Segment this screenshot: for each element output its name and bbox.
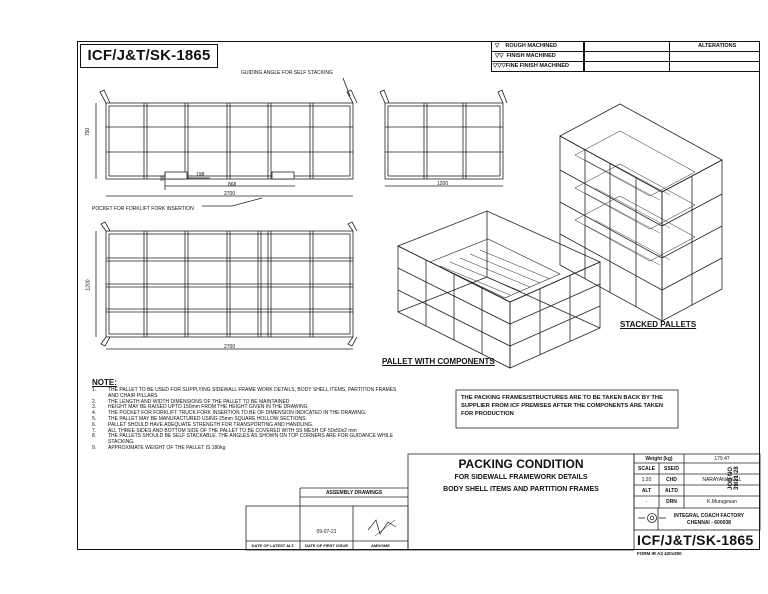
guiding-angle-callout: GUIDING ANGLE FOR SELF STACKING (241, 70, 333, 76)
note-number: 1. (92, 387, 97, 393)
subtitle-2: BODY SHELL ITEMS AND PARTITION FRAMES (443, 486, 599, 493)
dim-868: 868 (228, 182, 237, 188)
note-text: THE LENGTH AND WIDTH DIMENSIONS OF THE PALLET TO BE MAINTAINED (108, 398, 290, 405)
finish-row-rough: ▽ ROUGH MACHINED (495, 43, 557, 49)
notes-list (92, 388, 397, 452)
note-number: 5. (92, 415, 97, 422)
note-text: APPROXIMATE WEIGHT OF THE PALLET IS 180kg (108, 444, 226, 451)
note-text: THE PALLETS SHOULD BE SELF STACKABLE. THE ANGLES AS SHOWN ON TOP CORNERS ARE FOR GUIDANCE WHILE STACKING. (108, 433, 394, 446)
front-view-frame (106, 103, 353, 179)
note-text: THE PALLET MAY BE MANUFACTURED USING 25mm SQUARE HOLLOW SECTIONS. (108, 415, 307, 422)
note-item (92, 446, 397, 452)
scale-value: 1:20 (641, 477, 652, 483)
job-number: JOB NO 39/21-28 (728, 466, 740, 490)
note-number: 9. (92, 444, 97, 451)
iso-stacked-pallets (560, 104, 722, 321)
alterations-label: ALTERATIONS (698, 43, 737, 49)
pocket-callout: POCKET FOR FORKLIFT FORK INSERTION (92, 206, 194, 212)
note-text: THE PALLET TO BE USED FOR SUPPLYING SIDEWALL FRAME WORK DETAILS, BODY SHELL ITEMS, PARTITION FRAMES AND CHAIR PILLARS (108, 387, 397, 399)
drn-name: K.Murugesan (707, 499, 737, 505)
factory-line-2: CHENNAI - 600038 (687, 520, 731, 526)
note-text: ALL THREE SIDES AND BOTTOM SIDE OF THE PALLET TO BE COVERED WITH SS MESH OF 50x50x2 mm (108, 427, 357, 434)
note-number: 7. (92, 427, 97, 434)
form-number: FORM IR A3 420x300 (637, 551, 682, 556)
notes-block (92, 378, 397, 452)
dim-1200-side: 1200 (437, 181, 449, 187)
note-number: 2. (92, 398, 97, 405)
dim-height-750: 750 (85, 127, 92, 137)
note-number: 4. (92, 410, 97, 417)
alt-value: - (645, 499, 648, 505)
dim-86: 86 (159, 175, 166, 181)
assembly-drawings-label: ASSEMBLY DRAWINGS (325, 490, 383, 496)
scale-label: SCALE (638, 466, 655, 472)
chd-label: CHD (666, 477, 677, 483)
finish-row-fine: ▽▽▽FINE FINISH MACHINED (493, 63, 569, 69)
note-item (92, 388, 397, 400)
note-number: 3. (92, 404, 97, 411)
note-number: 6. (92, 421, 97, 428)
note-text: THE POCKET FOR FORKLIFT TRUCK FORK INSERTION TO BE OF DIMENSION INDICATED IN THE DRAWING. (108, 410, 367, 417)
note-text: PALLET SHOULD HAVE ADEQUATE STRENGTH FOR TRANSPORTING AND HANDLING. (108, 421, 314, 428)
altd-label: ALTD (665, 488, 678, 494)
col-date-first: DATE OF FIRST ISSUE (304, 543, 349, 548)
weight-value: 179.47 (714, 456, 730, 462)
stacked-pallets-label: STACKED PALLETS (620, 320, 697, 329)
alt-label: ALT (641, 488, 652, 494)
col-date-latest: DATE OF LATEST ALT. (251, 543, 295, 548)
ssed-label: SSE/D (663, 466, 679, 472)
side-view-frame (385, 103, 503, 179)
drn-label: DRN (666, 499, 677, 505)
drawing-number-top: ICF/J&T/SK-1865 (80, 44, 218, 68)
weight-label: Weight (kg) (645, 456, 673, 462)
dim-198: 198 (196, 172, 205, 178)
dim-2700-plan: 2700 (224, 344, 236, 350)
pallet-with-components-label: PALLET WITH COMPONENTS (382, 357, 495, 366)
finish-row-finish: ▽▽ FINISH MACHINED (495, 53, 556, 59)
subtitle-1: FOR SIDEWALL FRAMEWORK DETAILS (454, 474, 588, 481)
dim-2700-front: 2700 (224, 191, 236, 197)
dim-1200-plan: 1200 (85, 279, 92, 291)
main-title: PACKING CONDITION (458, 457, 584, 471)
note-number: 8. (92, 433, 97, 440)
iso-pallet-with-components (398, 211, 600, 368)
packing-note: THE PACKING FRAMES/STRUCTURES ARE TO BE TAKEN BACK BY THE SUPPLIER FROM ICF PREMISES AFTER THE COMPONENTS ARE TAKEN FOR PRODUCTION (461, 395, 664, 417)
note-text: HEIGHT MAY BE RAISED UPTO 150mm FROM THE HEIGHT GIVEN IN THE DRAWING (108, 404, 308, 411)
drawing-number-bottom: ICF/J&T/SK-1865 (637, 532, 754, 548)
col-amd-sme: AMD/SME (371, 543, 390, 548)
factory-line-1: INTEGRAL COACH FACTORY (673, 513, 745, 519)
date-first-issue: 09-07-21 (316, 529, 337, 535)
chd-name: NARAYANAN.S.L (702, 477, 742, 483)
notes-heading: NOTE: (92, 378, 117, 387)
